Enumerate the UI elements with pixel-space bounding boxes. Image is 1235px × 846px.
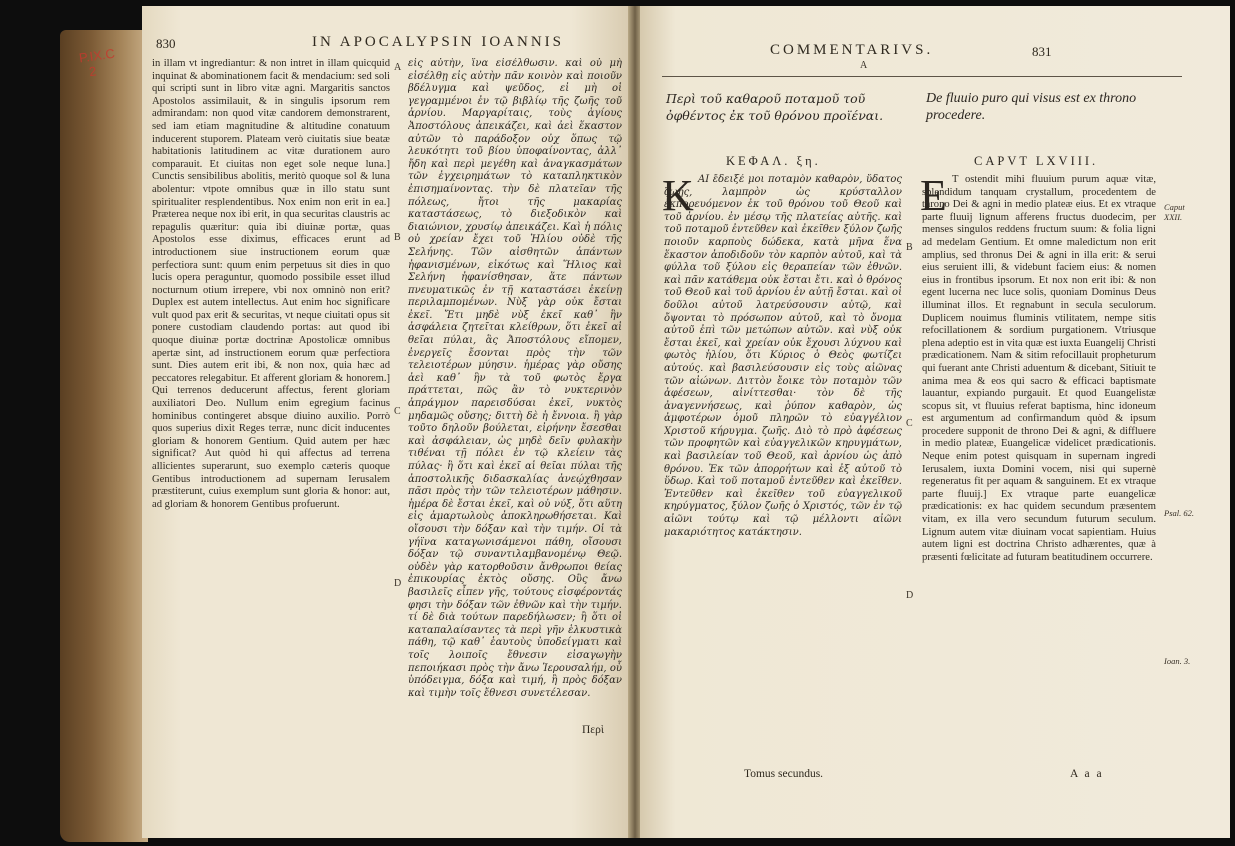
greek-text-left: εἰς αὐτὴν, ἵνα εἰσέλθωσιν. καὶ οὐ μὴ εἰσέλθῃ εἰς αὐτὴν πᾶν κοινὸν καὶ ποιοῦν βδέλυγμα καὶ ψεῦδος, εἰ μὴ οἱ γεγραμμένοι ἐν τῷ βιβλίῳ τῆς ζωῆς τοῦ ἀρνίου. Μαργαρίταις, τοὺς ἁγίους Ἀποστόλους ἀπεικάζει, καὶ ἀεὶ ἕκαστον αὐτῶν τὸ παράδοξον οὐχ ὅπως τῷ λευκότητι τοῦ βίου ὑποφαίνοντας, ἀλλ᾽ ἤδη καὶ περὶ μεγέθη καὶ ἀναγκασμάτων τῶν ἐγχειρημάτων τὸ καταπληκτικὸν ἐπισημαίνοντας. τὴν δὲ πλατεῖαν τῆς πόλεως, ἤτοι τῆς μακαρίας καταστάσεως, τὸ διεξοδικὸν καὶ διαιώνιον, χρυσίῳ ἀπεικάζει. Καὶ ἡ πόλις οὐ χρείαν ἔχει τοῦ Ἡλίου οὐδὲ τῆς Σελήνης. Τῶν αἰσθητῶν ἁπάντων ἠφανισμένων, εἰκότως καὶ Ἥλιος καὶ Σελήνη ἠφανίσθησαν, ἅτε πάντων πνευματικῶς ἐν τῇ καταστάσει ἐκείνῃ περιλαμπομένων. Νὺξ γὰρ οὐκ ἔσται ἐκεῖ. Ἔτι μηδὲ νὺξ ἐκεῖ καθ᾽ ἣν ἀσφάλεια ζητεῖται κλείθρων, ὅτι ἐκεῖ αἱ θεῖαι πύλαι, ἃς Ἀποστόλους εἴπομεν, ἐνεργεῖς ἔσονται πρὸς τὴν τῶν τελειοτέρων μύησιν. ἡμέρας γὰρ οὔσης ἀεὶ καθ᾽ ἣν τὰ τοῦ φωτὸς ἔργα πράττεται, πῶς ἂν τὸ νυκτερινὸν ἀπράγμον παρεισδύσαι ἐκεῖ, νυκτὸς μηδαμῶς οὔσης; διττὴ δὲ ἡ ἔννοια. ἢ γὰρ τοῦτο δηλοῦν βούλεται, εἰρήνην ἔσεσθαι καὶ ἀσφάλειαν, ὡς μηδὲ δεῖν φυλακὴν τιθέναι τῇ πόλει ἐν τῷ κλείειν τὰς πύλας· ἢ ὅτι καὶ ἐκεῖ αἱ θεῖαι πύλαι τῆς ἀποστολικῆς διδασκαλίας ἀνεῴχθησαν πᾶσι πρὸς τὴν τῶν τελειοτέρων μάθησιν. ἡμέρα δὲ ἔσται ἐκεῖ, καὶ οὐ νύξ, ὅτι αὕτη εἰς ἁμαρτωλοὺς ἀποκληρωθήσεται. Καὶ οἴσουσι τὴν δόξαν καὶ τὴν τιμήν. Οἱ τὰ γήϊνα καταγωνισάμενοι πάθη, οἴσουσι δόξαν τῷ συναντιλαμβανομένῳ Θεῷ. οὐδὲν γὰρ κατορθοῦσιν ἄνθρωποι θείας ἐπικουρίας ἐκτὸς οὔσης. Οὓς ἄνω βασιλεῖς εἶπεν γῆς, τούτους εἰσφέροντάς φησι τὴν δόξαν τῶν ἐθνῶν καὶ τὴν τιμήν. τί δὲ διὰ τούτων παρεδήλωσεν; ἢ ὅτι οἱ καταπαλαίσαντες τὰ περὶ γῆν ἑλκυστικὰ πάθη, τῷ καθ᾽ ἑαυτοὺς ὑποδείγματι καὶ τοῖς λοιποῖς ἔθνεσιν εἰσαγωγὴν πεποιήκασι πρὸς τὴν ἄνω Ἱερουσαλήμ, οὗ ὑπόδειγμα, δόξα καὶ τιμή, ἢ πρὸς δόξαν καὶ τιμὴν τοῖς ἔθνεσι συνετέλεσαν. <box>408 58 622 699</box>
catchword: Περὶ <box>582 724 604 736</box>
running-head-right: COMMENTARIVS. <box>770 42 934 58</box>
chapter-number-latin: CAPVT LXVIII. <box>974 154 1099 168</box>
margin-letter-b-right: B <box>906 242 913 253</box>
margin-letter-c-right: C <box>906 418 913 429</box>
right-page <box>640 6 1230 838</box>
footer-signature: A a a <box>1070 768 1104 780</box>
margin-letter-c: C <box>394 406 401 417</box>
greek-text-right: ΑΙ ἔδειξέ μοι ποταμὸν καθαρὸν, ὕδατος ζωῆς, λαμπρὸν ὡς κρύσταλλον ἐκπορευόμενον ἐκ τοῦ θρόνου τοῦ Θεοῦ καὶ τοῦ ἀρνίου. ἐν μέσῳ τῆς πλατείας αὐτῆς. καὶ τοῦ ποταμοῦ ἐντεῦθεν καὶ ἐκεῖθεν ξύλον ζωῆς ποιοῦν καρποὺς δώδεκα, κατὰ μῆνα ἕνα ἕκαστον ἀποδιδοῦν τὸν καρπὸν αὐτοῦ, καὶ τὰ φύλλα τοῦ ξύλου εἰς θεραπείαν τῶν ἐθνῶν. καὶ πᾶν κατάθεμα οὐκ ἔσται ἔτι. καὶ ὁ θρόνος τοῦ Θεοῦ καὶ τοῦ ἀρνίου ἐν αὐτῇ ἔσται. καὶ οἱ δοῦλοι αὐτοῦ λατρεύσουσιν αὐτῷ, καὶ ὄψονται τὸ πρόσωπον αὐτοῦ, καὶ τὸ ὄνομα αὐτοῦ ἐπὶ τῶν μετώπων αὐτῶν. καὶ νὺξ οὐκ ἔσται ἐκεῖ, καὶ χρείαν οὐκ ἔχουσι λύχνου καὶ φωτὸς ἡλίου, ὅτι Κύριος ὁ Θεὸς φωτίζει αὐτούς. καὶ βασιλεύσουσιν εἰς τοὺς αἰῶνας τῶν αἰώνων. Διττὸν ἔοικε τὸν ποταμὸν τῶν ἀφέσεων, αἰνίττεσθαι· τὸν δὲ τῆς ἀναγεννήσεως, καὶ ῥύπον καθαρὸν, ὡς ἀμφοτέρων ὁμοῦ πληρῶν τὸ εὐαγγέλιον Χριστοῦ κήρυγμα. ζωῆς. Διὸ τὸ πρὸ ἀφέσεως τῶν προφητῶν καὶ εὐαγγελικῶν κηρυγμάτων, καὶ βασιλείαν τοῦ Θεοῦ, καὶ ἀρνίου ὡς ἀπὸ θρόνου. Ἐκ τῶν ἀπορρήτων καὶ ἐξ αὐτοῦ τὸ ὕδωρ. Καὶ τοῦ ποταμοῦ ἐντεῦθεν καὶ ἐκεῖθεν. Ἐντεῦθεν καὶ ἐκεῖθεν τοῦ εὐαγγελικοῦ κηρύγματος, ξύλον ζωῆς ὁ Χριστός, τῶν ἐν τῷ αἰῶνι τούτῳ καὶ τῷ μέλλοντι αἰῶνι μακαριότητος κατάκτησιν. <box>664 174 902 538</box>
chapter-title-greek: Περὶ τοῦ καθαροῦ ποταμοῦ τοῦ ὀφθέντος ἐκ τοῦ θρόνου προϊέναι. <box>666 91 884 123</box>
left-page <box>142 6 630 838</box>
marginal-note-ioan: Ioan. 3. <box>1164 656 1191 666</box>
chapter-title-latin: De fluuio puro qui visus est ex throno procedere. <box>926 91 1137 123</box>
book-fore-edge <box>60 30 148 842</box>
marginal-note-psalm: Psal. 62. <box>1164 508 1194 518</box>
greek-column-left <box>408 58 622 730</box>
stamp-line-1: P.IX.C <box>78 45 116 66</box>
greek-column-right <box>662 171 902 758</box>
chapter-number-greek: ΚΕΦΑΛ. ξη. <box>726 154 821 168</box>
margin-letter-a: A <box>394 62 402 73</box>
margin-letter-d-right: D <box>906 590 914 601</box>
running-head-left: IN APOCALYPSIN IOANNIS <box>312 34 565 50</box>
drop-cap-latin: E <box>920 171 947 220</box>
latin-text-left: in illam vt ingrediantur: & non intret in illam quicquid inquinat & abominationem facit & mendacium: sed soli qui scripti sunt in libro vitæ agni. Margaritis sanctos Apostolos assimilauit, & in singulis ipsorum rem admirandam: non quod vitæ candorem demonstrarent, sed iam etiam magnitudine & altitudine conatuum inducerent stuporem. Plateam verò ciuitatis siue beatæ habitationis latitudinem ac vitæ durationem auro comparauit. Et ciuitas non eget sole neque luna.] Cunctis sensibilibus abolitis, meritò quoque sol & luna abolentur: vtpote omnibus quæ in illo statu sunt spiritualiter resplendentibus. Nox enim non erit in ea.] Præterea neque nox ibi erit, in qua securitas claustris ac repagulis quæritur: quia ibi diuinæ portæ, quas Apostolos esse diximus, efficaces erunt ad introductionem siue instructionem eorum quæ perfectiora sunt: quum enim perpetuus sit dies in quo lucis opera peraguntur, quomodo possibile esset illud nocturnum otium irrepere, vbi nox omninò non erit? Duplex est autem intellectus. Aut enim hoc significare vult quod pax erit & securitas, vt neque ciuitati opus sit ponere custodiam claudendo portas: aut quod ibi quoque diuinæ portæ doctrinæ Apostolicæ omnibus apertæ sint, ad instructionem eorum quæ perfectiora sunt. Dies autem erit ibi, & non nox, quia hæc ad peccatores relegabitur. Et afferent gloriam & honorem.] Qui terrenos deducerunt affectus, ferent gloriam auxiliatori Deo. Nullum enim egregium facinus hominibus contingeret absque diuino auxilio. Porrò quos superius dixit Reges terræ, nunc dicit inducentes gloriam & honorem Gentium. Quid autem per hæc significat? Aut quòd hi qui affectus ad terrena allicientes superarunt, suo exemplo cæteris quoque Gentibus introductionem ad supernam Ierusalem præstiterunt, cuius exemplum sunt gloria & honor: aut, ad gloriam & honorem Gentibus profuerunt. <box>152 58 390 510</box>
library-stamp <box>78 46 118 81</box>
drop-cap-greek: Κ <box>662 171 694 220</box>
margin-letter-b: B <box>394 232 401 243</box>
stamp-line-2: 2 <box>88 63 98 80</box>
latin-text-right: T ostendit mihi fluuium purum aquæ vitæ, splendidum tanquam crystallum, procedentem de throno Dei & agni in medio plateæ eius. Et ex vtraque parte fluuij lignum afferens fructus duodecim, per menses singulos reddens fructum suum: & folia ligni ad medelam Gentium. Et omne maledictum non erit amplius, sed thronus Dei & agni in illa erit: & serui eius seruient illi, & videbunt faciem eius: & nomen eius in frontibus ipsorum. Et nox non erit ibi: & non egent lucerna nec luce solis, quoniam Dominus Deus illuminat illos. Et regnabunt in secula seculorum. Duplicem nouimus fluminis vtilitatem, nempe sitis refocillationem & sordium purgationem. Vtriusque plena adeptio est in vita quæ est iuxta Euangelij Christi prædicationem. Nam & sitim refocillauit propheturum qui fuerant ante Christi aduentum & dicebant, Sitiuit te anima mea & eos qui sacro & efficaci baptismate lauantur, expiando purgauit. Et quod Euangelistæ scopus sit, vt fluuius referat baptisma, hinc idoneum est argumentum ad confirmandum quòd & ipsum procedere supponit de throno Dei & agni, & diffluere in medio plateæ, Euangelicæ videlicet prædicationis. Neque enim potest quisquam in supernam ingredi Ierusalem, iuxta Domini vocem, nisi qui supernè regeneratus fit per aquam & sanguinem. Et ex vtraque parte fluuij.] Ex vtraque parte euangelicæ prædicationis: ex hac quidem secundum præsentem vitam, ex illa vero secundum futurum seculum. Lignum autem vitæ diuinam vocat sapientiam. Huius autem ligni est doctrina Christo adhærentes, quæ à præsenti fœlicitate ad futuram beatitudinem occurrere. <box>922 174 1156 563</box>
page-number-left: 830 <box>156 36 176 51</box>
section-letter-a: A <box>860 60 868 71</box>
latin-column-right <box>920 171 1156 784</box>
marginal-note-caput: Caput XXII. <box>1164 202 1185 222</box>
page-number-right: 831 <box>1032 44 1052 59</box>
latin-column-left <box>152 58 390 718</box>
head-rule <box>662 76 1182 77</box>
footer-volume: Tomus secundus. <box>744 768 824 780</box>
margin-letter-d: D <box>394 578 402 589</box>
